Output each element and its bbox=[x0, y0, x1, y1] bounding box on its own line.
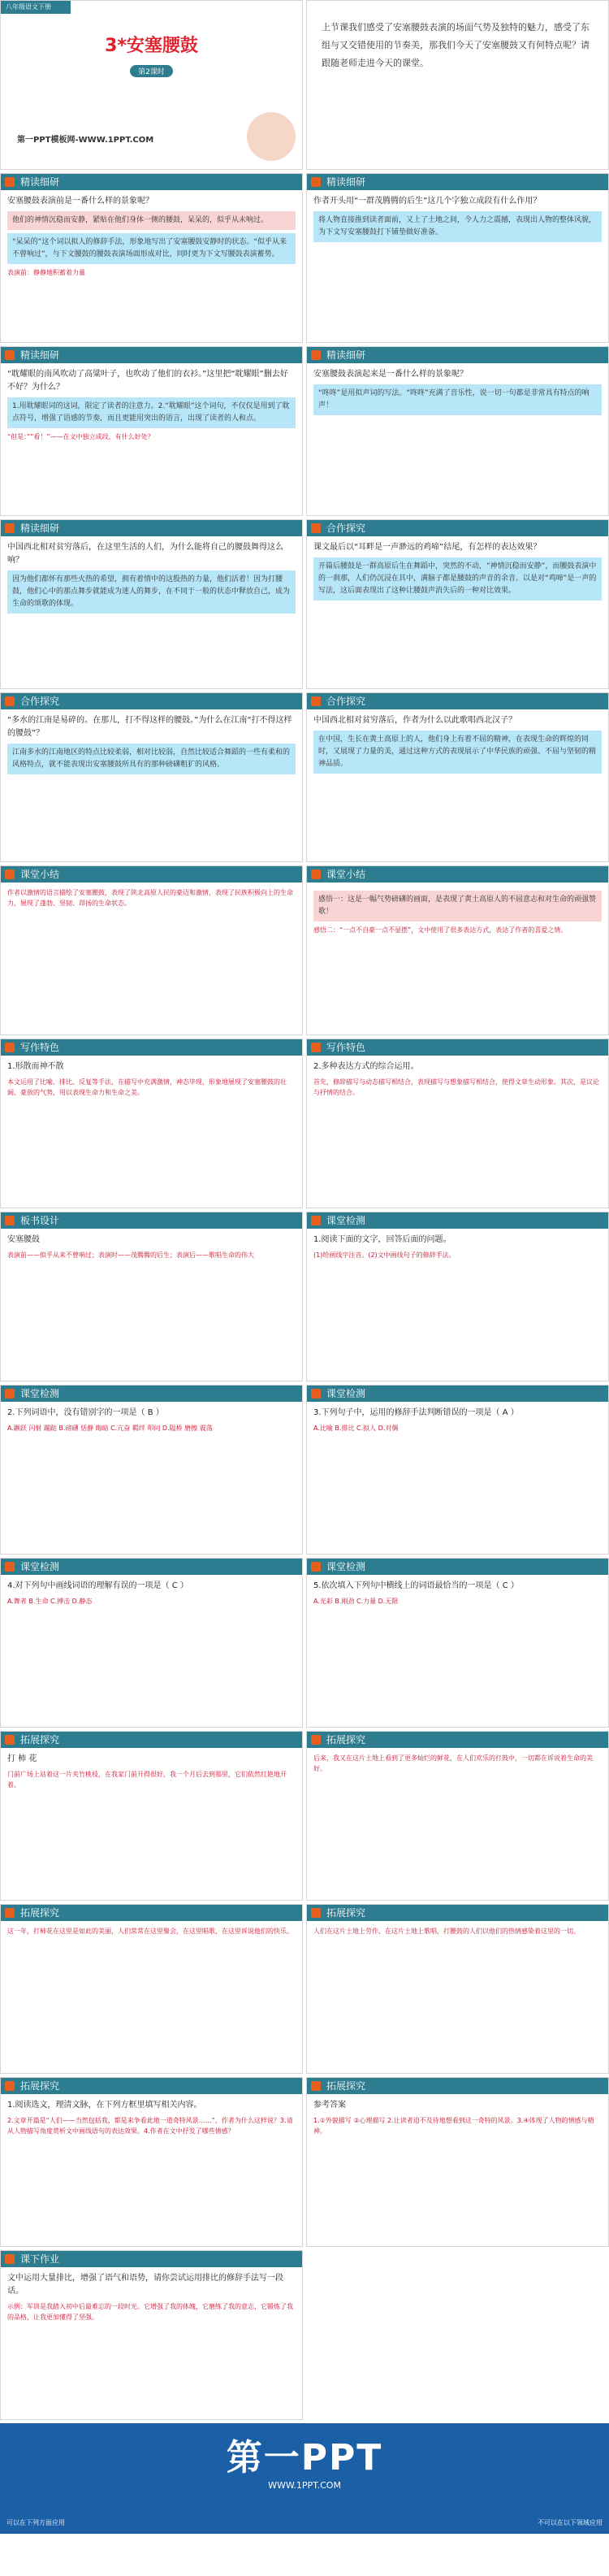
quote-box: 他们的神情沉稳而安静，紧贴在他们身体一侧的腰鼓，呆呆的，似乎从未响过。 bbox=[7, 211, 296, 230]
question-text: 2.下列词语中，没有错别字的一项是（ B ） bbox=[7, 1408, 164, 1417]
question-text: “耽耀眼的南风吹动了高粱叶子，也吹动了他们的衣衫。”这里把“耽耀眼”删去好不好？为什么？ bbox=[7, 370, 288, 392]
section-icon bbox=[5, 2254, 15, 2264]
section-icon bbox=[311, 177, 321, 187]
content-slide[interactable] bbox=[306, 346, 609, 516]
analysis-box: “呆呆的”这个词以拟人的修辞手法，形象地写出了安塞腰鼓安静时的状态。“似乎从来不曾响过”，与下文腰鼓的腰鼓表演场面形成对比，同时更为下文写腰鼓表演蓄势。 bbox=[7, 233, 296, 264]
section-title: 课堂检测 bbox=[326, 1388, 366, 1399]
note-text: 作者以激情的语言描绘了安塞腰鼓，表现了陕北高原人民的豪迈和激情，表现了民族积极向上的生命力，展现了蓬勃、坚韧、昂扬的生命状态。 bbox=[7, 889, 293, 907]
content-slide[interactable] bbox=[0, 346, 303, 516]
section-bar bbox=[1, 2078, 302, 2094]
content-slide[interactable] bbox=[306, 865, 609, 1035]
section-bar bbox=[307, 1732, 608, 1748]
content-slide[interactable] bbox=[0, 692, 303, 862]
section-bar bbox=[1, 866, 302, 883]
section-bar bbox=[1, 1212, 302, 1229]
content-slide[interactable] bbox=[306, 1039, 609, 1208]
section-icon bbox=[5, 1735, 15, 1745]
note-text: A.比喻 B.排比 C.拟人 D.对偶 bbox=[313, 1425, 399, 1432]
footer-left-title: 可以在下列方面应用 bbox=[6, 2519, 65, 2526]
footer-banner bbox=[0, 2423, 609, 2534]
section-title: 课堂小结 bbox=[20, 869, 60, 880]
content-slide[interactable] bbox=[306, 1731, 609, 1901]
analysis-box: 1.用耽耀眼词的这词，限定了读者的注意力。2.“耽耀眼”这个词句，不仅仅是用到了耽点符号，增强了语感的节奏，而且更能用突出的语言，出现了读者的人和点。 bbox=[7, 397, 296, 428]
quote-box: 感悟一：这是一幅气势磅礴的画面，是表现了黄土高原人的不屈意志和对生命的顽强赞歌！ bbox=[313, 891, 602, 922]
section-icon bbox=[311, 696, 321, 706]
section-icon bbox=[311, 2081, 321, 2091]
content-slide[interactable] bbox=[0, 1212, 303, 1381]
question-text: 中国西北相对贫穷落后，在这里生活的人们，为什么能将自己的腰鼓舞得这么响？ bbox=[7, 543, 283, 565]
analysis-box: 因为他们都怀有那些火热的希望，拥有着情中的这股热的力量，他们活着！因为打腰鼓，他们心中的那点舞步就能成为迷人的舞步，在不同于一般的状态中释放自己，成为生命的颂歌的体现。 bbox=[7, 570, 296, 614]
note-text: 示例：军训是我踏入初中后最难忘的一段时光。它增强了我的体魄，它磨练了我的意志，它锻炼了我的品格，让我更加懂得了坚强。 bbox=[7, 2303, 293, 2321]
section-icon bbox=[311, 1908, 321, 1918]
section-title: 课堂检测 bbox=[20, 1388, 60, 1399]
note-text: 首先，修辞描写与动态描写相结合，表现描写与想象描写相结合，使得文章生动形象。其次，是议论与抒情的结合。 bbox=[313, 1078, 599, 1096]
section-bar bbox=[1, 2251, 302, 2267]
section-icon bbox=[5, 177, 15, 187]
question-text: 5.依次填入下列句中横线上的词语最恰当的一项是（ C ） bbox=[313, 1581, 519, 1590]
note-text: A.光彩 B.刚劲 C.力量 D.无限 bbox=[313, 1598, 399, 1605]
section-title: 课堂检测 bbox=[20, 1561, 60, 1572]
content-slide[interactable] bbox=[306, 173, 609, 343]
section-title: 板书设计 bbox=[20, 1215, 60, 1226]
content-slide[interactable] bbox=[306, 519, 609, 689]
content-slide[interactable] bbox=[0, 1039, 303, 1208]
section-icon bbox=[311, 350, 321, 360]
section-title: 精读细研 bbox=[20, 523, 60, 534]
note-text: 本文运用了比喻、排比、反复等手法，在描写中充满激情，神态毕现，形象地展现了安塞腰鼓的壮阔、豪放的气势，用以表现生命力和生命之美。 bbox=[7, 1078, 287, 1096]
section-icon bbox=[5, 870, 15, 879]
grade-tag: 八年级语文下册 bbox=[1, 1, 71, 14]
content-slide[interactable] bbox=[0, 519, 303, 689]
section-title: 拓展探究 bbox=[326, 1907, 366, 1919]
content-slide[interactable] bbox=[306, 692, 609, 862]
note-text: 1.①外貌描写 ②心理描写 2.让读者迫不及待地想看到这一奇特的风景。3.④体现了人物的情感与精神。 bbox=[313, 2117, 594, 2135]
analysis-box: “咚咚”是用拟声词的写法。“咚咚”充满了音乐性，说一切一句都是非常具有特点的响声！ bbox=[313, 384, 602, 415]
section-bar bbox=[1, 1039, 302, 1056]
section-bar bbox=[1, 1386, 302, 1402]
section-icon bbox=[311, 1735, 321, 1745]
section-bar bbox=[307, 1905, 608, 1921]
section-bar bbox=[307, 520, 608, 536]
section-title: 拓展探究 bbox=[326, 1734, 366, 1746]
question-text: 安塞腰鼓表演前是一番什么样的景象呢？ bbox=[7, 197, 153, 206]
note-text: “但是：”“看！”——在文中独立成段，有什么好处？ bbox=[7, 433, 154, 440]
section-title: 合作探究 bbox=[326, 696, 366, 707]
section-title: 精读细研 bbox=[20, 176, 60, 188]
note-text: A.舞者 B.生命 C.搏击 D.静态 bbox=[7, 1598, 93, 1605]
note-text: 人们在这片土地上劳作，在这片土地上歌唱，打腰鼓的人们以他们的热情感染着这里的一切。 bbox=[313, 1928, 580, 1935]
section-bar bbox=[1, 347, 302, 363]
question-text: 1.阅读下面的文字，回答后面的问题。 bbox=[313, 1235, 451, 1244]
question-text: 参考答案 bbox=[313, 2101, 346, 2110]
section-icon bbox=[311, 523, 321, 533]
question-text: 3.下列句子中，运用的修辞手法判断错误的一项是（ A ） bbox=[313, 1408, 519, 1417]
section-bar bbox=[307, 1039, 608, 1056]
footer-url[interactable]: WWW.1PPT.COM bbox=[268, 2480, 341, 2491]
question-text: 安塞腰鼓表演起来是一番什么样的景象呢？ bbox=[313, 370, 468, 379]
note-text: A.蹶跃 闪射 蹦跶 B.磅礴 恬静 晦暗 C.亢奋 羁绊 叩问 D.隘桥 磨擦 震荡 bbox=[7, 1425, 213, 1432]
note-text: 感悟二：“一点不自豪一点不显摆”，文中使用了很多表达方式，表达了作者的喜爱之情。 bbox=[313, 926, 568, 934]
section-title: 课下作业 bbox=[20, 2253, 60, 2265]
section-icon bbox=[311, 1562, 321, 1572]
note-text: 表演前：静静地积蓄着力量 bbox=[7, 269, 85, 276]
section-bar bbox=[1, 520, 302, 536]
footer-right-title: 不可以在以下领域应用 bbox=[538, 2519, 603, 2526]
question-text: 文中运用大量排比，增强了语气和语势，请你尝试运用排比的修辞手法写一段话。 bbox=[7, 2274, 283, 2296]
section-bar bbox=[307, 174, 608, 190]
note-text: 2.文章开篇是“人们——当然包括我，都是来争看此地一道奇特风景……”，作者为什么这样说？3.请从人物描写角度赏析文中画线语句的表达效果。4.作者在文中抒发了哪些情感？ bbox=[7, 2117, 293, 2135]
question-text: 安塞腰鼓 bbox=[7, 1235, 40, 1244]
section-icon bbox=[311, 870, 321, 879]
content-slide[interactable] bbox=[0, 1904, 303, 2074]
section-icon bbox=[5, 350, 15, 360]
note-text: 表演前——似乎从来不曾响过；表演时——茂腾腾的后生；表演后——歌唱生命的伟大 bbox=[7, 1251, 254, 1259]
section-icon bbox=[5, 1562, 15, 1572]
content-slide[interactable] bbox=[0, 865, 303, 1035]
analysis-box: 江南多水的江南地区的特点比较柔弱，相对比较弱，自然比较适合舞蹈的一些有柔和的风格特点，就不能表现出安塞腰鼓所具有的那种磅礴粗犷的风格。 bbox=[7, 744, 296, 774]
content-slide[interactable] bbox=[306, 2077, 609, 2247]
note-text: 后来，我又在这片土地上看到了更多灿烂的鲜花，在人们欢乐的打鼓中，一切都在诉说着生命的美好。 bbox=[313, 1754, 593, 1772]
section-title: 拓展探究 bbox=[20, 1734, 60, 1746]
intro-text: 上节课我们感受了安塞腰鼓表演的场面气势及独特的魅力，感受了东组与又交错使用的节奏美，那我们今天了安塞腰鼓又有何特点呢？请跟随老师走进今天的课堂。 bbox=[322, 22, 590, 68]
content-slide[interactable] bbox=[0, 173, 303, 343]
section-icon bbox=[5, 523, 15, 533]
question-text: 课文最后以“耳畔是一声渺远的鸡啼”结尾，有怎样的表达效果？ bbox=[313, 543, 542, 552]
section-bar bbox=[307, 2078, 608, 2094]
content-slide[interactable] bbox=[306, 1212, 609, 1381]
section-icon bbox=[5, 2081, 15, 2091]
section-icon bbox=[311, 1043, 321, 1052]
content-slide[interactable] bbox=[0, 1731, 303, 1901]
question-text: 2.多种表达方式的综合运用。 bbox=[313, 1062, 419, 1071]
section-title: 精读细研 bbox=[326, 349, 366, 361]
section-title: 拓展探究 bbox=[20, 1907, 60, 1919]
content-slide[interactable] bbox=[0, 2077, 303, 2247]
site-label: 第一PPT模板网-WWW.1PPT.COM bbox=[17, 136, 154, 145]
section-bar bbox=[307, 1212, 608, 1229]
cover-decoration bbox=[247, 112, 296, 161]
intro-slide[interactable] bbox=[306, 0, 609, 170]
content-slide[interactable] bbox=[0, 1558, 303, 1728]
footer-logo: 第一PPT bbox=[226, 2437, 383, 2478]
section-title: 合作探究 bbox=[20, 696, 60, 707]
section-title: 合作探究 bbox=[326, 523, 366, 534]
section-bar bbox=[1, 174, 302, 190]
question-text: 1.阅读选文，理清文脉，在下列方框里填写相关内容。 bbox=[7, 2101, 202, 2110]
content-slide[interactable] bbox=[306, 1558, 609, 1728]
section-bar bbox=[307, 347, 608, 363]
question-text: 打 柿 花 bbox=[7, 1754, 37, 1763]
question-text: 1.形散而神不散 bbox=[7, 1062, 64, 1071]
section-title: 课堂检测 bbox=[326, 1561, 366, 1572]
content-slide[interactable] bbox=[306, 1385, 609, 1555]
cover-slide[interactable] bbox=[0, 0, 303, 170]
note-text: 门前广场上站着这一片夹竹桃枝，在我家门前开得很好，我一个月后去到那里，它们依然红艳地开着。 bbox=[7, 1771, 287, 1789]
section-title: 写作特色 bbox=[20, 1042, 60, 1053]
section-icon bbox=[5, 1216, 15, 1225]
content-slide[interactable] bbox=[0, 2250, 303, 2420]
analysis-box: 开篇后腰鼓是一群高原后生在舞蹈中，突然的不动，“神情沉稳而安静”，而腰鼓表演中的一刹那，人们仍沉浸在其中，满脑子都是腰鼓的声音的余音。以是对“鸡啼”是一声的写法，这后面表现出了这种让腰鼓声消失后的一种对比效果。 bbox=[313, 557, 602, 601]
section-bar bbox=[1, 693, 302, 709]
section-icon bbox=[311, 1216, 321, 1225]
cover-title: 3*安塞腰鼓 bbox=[105, 36, 198, 56]
lesson-badge: 第2课时 bbox=[130, 65, 173, 77]
content-slide[interactable] bbox=[306, 1904, 609, 2074]
section-bar bbox=[1, 1732, 302, 1748]
section-icon bbox=[311, 1389, 321, 1399]
analysis-box: 将人物直接推到读者面前，又上了土地之间，令人力之震撼，表现出人物的整体风貌，为下文写安塞腰鼓打下铺垫做好准备。 bbox=[313, 211, 602, 242]
analysis-box: 在中国，生长在黄土高原上的人，他们身上有着不屈的精神，在表现生命的辉煌的同时，又展现了力量的美，通过这种方式的表现展示了中华民族的顽强、不屈与坚韧的精神品质。 bbox=[313, 731, 602, 774]
question-text: 4.对下列句中画线词语的理解有误的一项是（ C ） bbox=[7, 1581, 188, 1590]
question-text: 中国西北相对贫穷落后，作者为什么以此歌唱西北汉子？ bbox=[313, 716, 516, 725]
question-text: 作者开头用“一群茂腾腾的后生”这几个字独立成段有什么作用？ bbox=[313, 197, 542, 206]
section-bar bbox=[1, 1905, 302, 1921]
note-text: (1)给画线字注音。(2)文中画线句子的修辞手法。 bbox=[313, 1251, 456, 1259]
section-bar bbox=[307, 866, 608, 883]
question-text: “多水的江南是易碎的。在那儿，打不得这样的腰鼓。”为什么在江南“打不得这样的腰鼓”？ bbox=[7, 716, 292, 738]
section-bar bbox=[307, 1386, 608, 1402]
section-icon bbox=[5, 1389, 15, 1399]
section-title: 课堂小结 bbox=[326, 869, 366, 880]
section-bar bbox=[1, 1559, 302, 1575]
section-title: 课堂检测 bbox=[326, 1215, 366, 1226]
section-title: 拓展探究 bbox=[326, 2080, 366, 2092]
section-title: 拓展探究 bbox=[20, 2080, 60, 2092]
section-title: 精读细研 bbox=[20, 349, 60, 361]
section-bar bbox=[307, 693, 608, 709]
section-title: 写作特色 bbox=[326, 1042, 366, 1053]
section-title: 精读细研 bbox=[326, 176, 366, 188]
section-icon bbox=[5, 1043, 15, 1052]
section-icon bbox=[5, 1908, 15, 1918]
note-text: 这一年，打柿花在这里是如此的美丽，人们常常在这里聚会，在这里唱歌，在这里诉说他们的快乐。 bbox=[7, 1928, 293, 1935]
section-bar bbox=[307, 1559, 608, 1575]
content-slide[interactable] bbox=[0, 1385, 303, 1555]
section-icon bbox=[5, 696, 15, 706]
